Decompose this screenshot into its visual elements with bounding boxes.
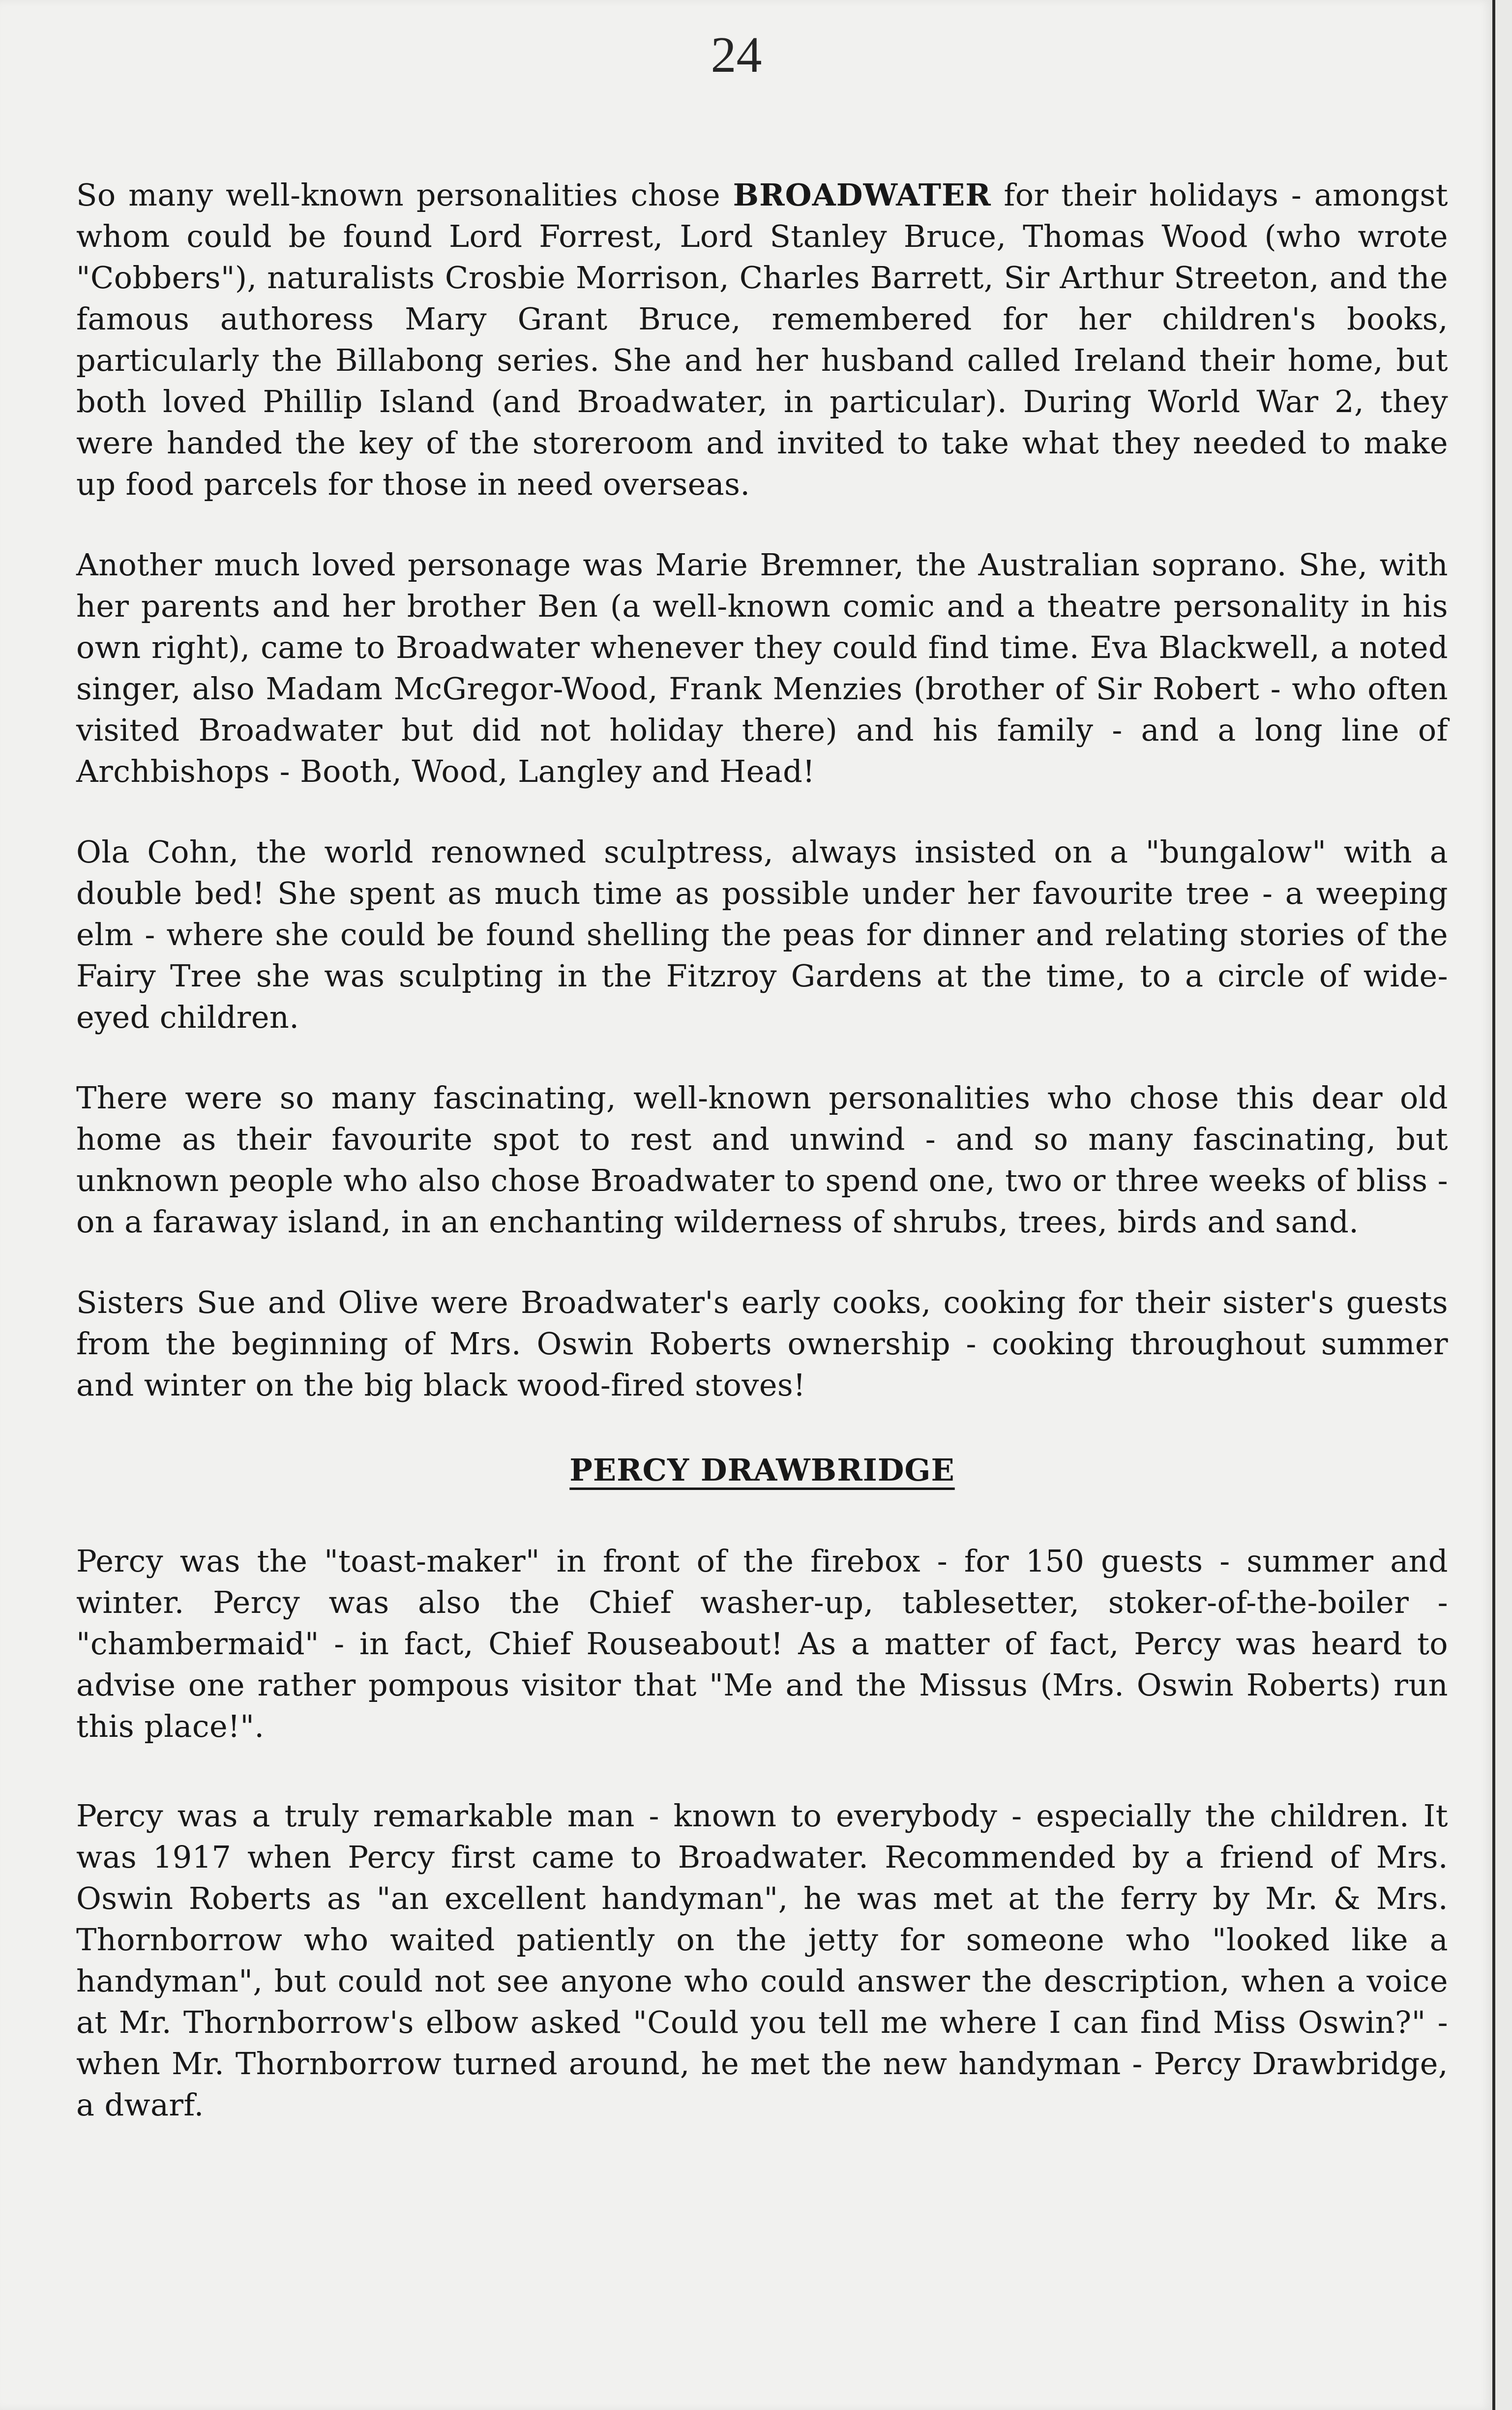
paragraph-text: So many well-known personalities chose bbox=[76, 177, 733, 213]
section-heading bbox=[76, 1452, 1448, 1488]
page-number: 24 bbox=[711, 27, 762, 83]
page-body bbox=[76, 175, 1448, 2165]
paragraph-text: for their holidays - amongst whom could be found Lord Forrest, Lord Stanley Bruce, Thomas Wood (who wrote "Cobbers"), naturalists Crosbie Morrison, Charles Barrett, Sir Arthur Streeton, and the famous authoress Mary Grant Bruce, remembered for her children's books, particularly the Billabong series. She and her husband called Ireland their home, but both loved Phillip Island (and Broadwater, in particular). During World War 2, they were handed the key of the storeroom and invited to take what they needed to make up food parcels for those in need overseas. bbox=[76, 177, 1448, 502]
paragraph-marie-bremner: Another much loved personage was Marie Bremner, the Australian soprano. She, with her parents and her brother Ben (a well-known comic and a theatre personality in his own right), came to Broadwater whenever they could find time. Eva Blackwell, a noted singer, also Madam McGregor-Wood, Frank Menzies (brother of Sir Robert - who often visited Broadwater but did not holiday there) and his family - and a long line of Archbishops - Booth, Wood, Langley and Head! bbox=[76, 547, 1448, 789]
paragraph-fascinating-people: There were so many fascinating, well-known personalities who chose this dear old home as their favourite spot to rest and unwind - and so many fascinating, but unknown people who also chose Broadwater to spend one, two or three weeks of bliss - on a faraway island, in an enchanting wilderness of shrubs, trees, birds and sand. bbox=[76, 1080, 1448, 1240]
paragraph-percy-toast-maker: Percy was the "toast-maker" in front of the firebox - for 150 guests - summer and winter. Percy was also the Chief washer-up, tablesetter, stoker-of-the-boiler - "chambermaid" - in fact, Chief Rouseabout! As a matter of fact, Percy was heard to advise one rather pompous visitor that "Me and the Missus (Mrs. Oswin Roberts) run this place!". bbox=[76, 1543, 1448, 1744]
paragraph-cooks: Sisters Sue and Olive were Broadwater's early cooks, cooking for their sister's guests from the beginning of Mrs. Oswin Roberts ownership - cooking throughout summer and winter on the big black wood-fired stoves! bbox=[76, 1284, 1448, 1403]
paragraph-ola-cohn: Ola Cohn, the world renowned sculptress, always insisted on a "bungalow" with a double bed! She spent as much time as possible under her favourite tree - a weeping elm - where she could be found shelling the peas for dinner and relating stories of the Fairy Tree she was sculpting in the Fitzroy Gardens at the time, to a circle of wide-eyed children. bbox=[76, 834, 1448, 1035]
paragraph-personalities bbox=[76, 175, 1448, 505]
section-heading-text: PERCY DRAWBRIDGE bbox=[569, 1452, 955, 1488]
broadwater-emphasis: BROADWATER bbox=[733, 177, 991, 213]
paragraph-percy-arrival: Percy was a truly remarkable man - known to everybody - especially the children. It was 1917 when Percy first came to Broadwater. Recommended by a friend of Mrs. Oswin Roberts as "an excellent handyman", he was met at the ferry by Mr. & Mrs. Thornborrow who waited patiently on the jetty for someone who "looked like a handyman", but could not see anyone who could answer the description, when a voice at Mr. Thornborrow's elbow asked "Could you tell me where I can find Miss Oswin?" - when Mr. Thornborrow turned around, he met the new handyman - Percy Drawbridge, a dwarf. bbox=[76, 1798, 1448, 2123]
